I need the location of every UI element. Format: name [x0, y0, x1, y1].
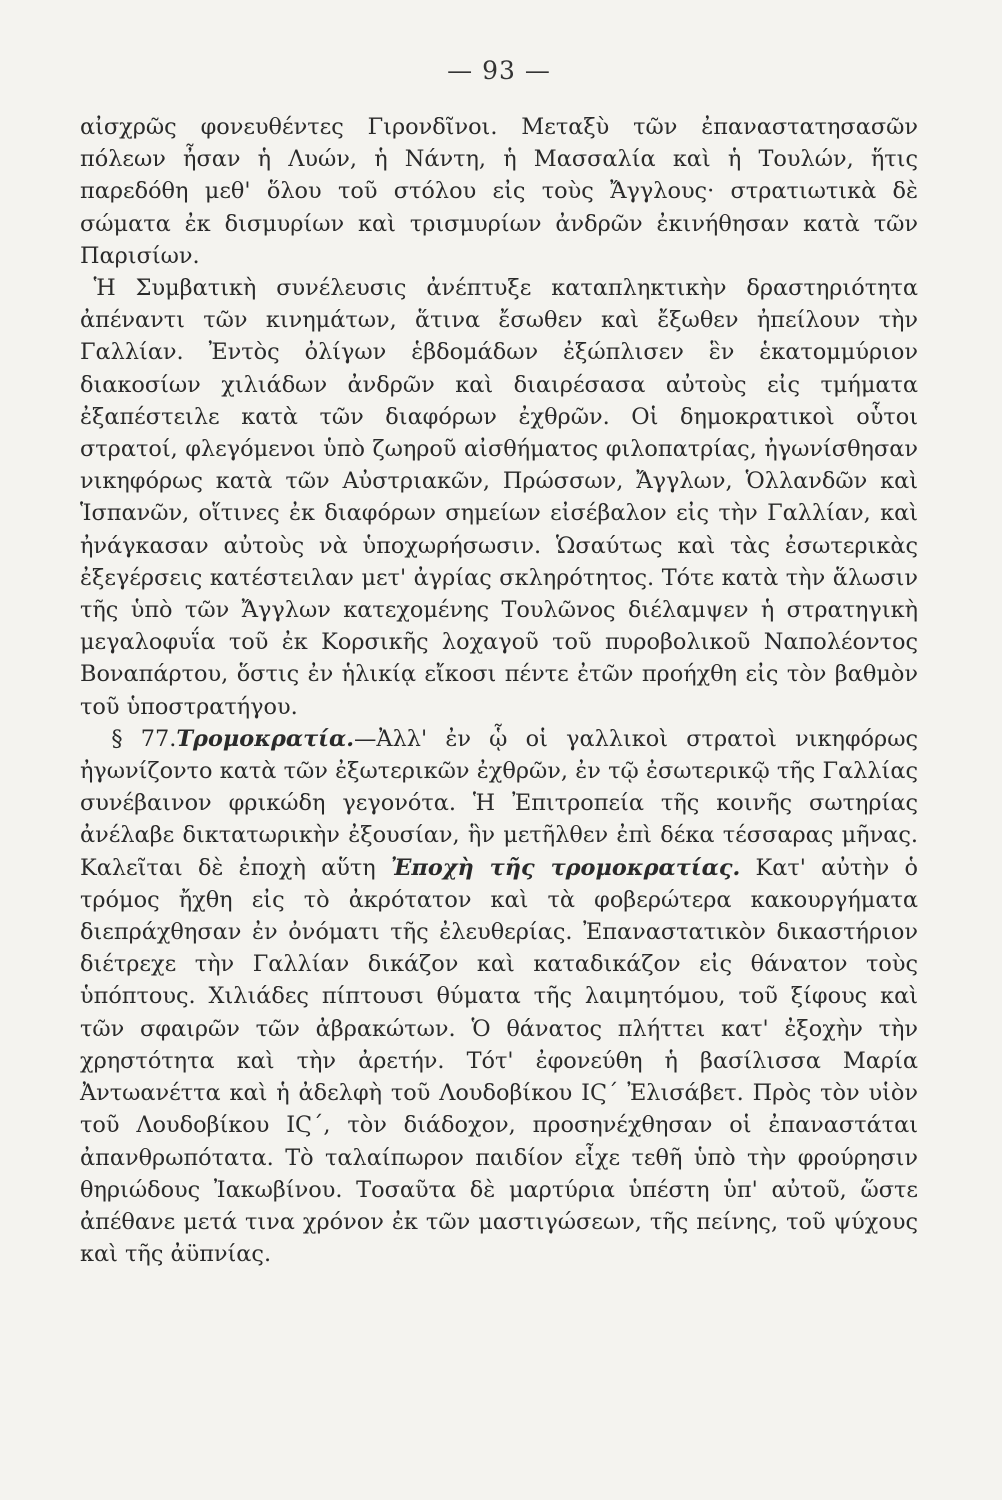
paragraph-continuation: αἰσχρῶς φονευθέντες Γιρονδῖνοι. Μεταξὺ τῶν ἐπαναστατησασῶν πόλεων ἦσαν ἡ Λυών, ἡ Νάντη, ἡ Μασσαλία καὶ ἡ Τουλών, ἥτις παρεδόθη μεθ' ὅλου τοῦ στόλου εἰς τοὺς Ἄγγλους· στρατιωτικὰ δὲ σώματα ἐκ δισμυρίων καὶ τρισμυρίων ἀνδρῶν ἐκινήθησαν κατὰ τῶν Παρισίων.: [80, 114, 918, 269]
section-77-paragraph: [80, 723, 918, 1270]
section-text-part-2: Κατ' αὐτὴν ὁ τρόμος ἤχθη εἰς τὸ ἀκρότατον καὶ τὰ φοβερώτερα κακουργήματα διεπράχθησαν ἐν ὀνόματι τῆς ἐλευθερίας. Ἐπαναστατικὸν δικαστήριον διέτρεχε τὴν Γαλλίαν δικάζον καὶ καταδικάζον εἰς θάνατον τοὺς ὑπόπτους. Χιλιάδες πίπτουσι θύματα τῆς λαιμητόμου, τοῦ ξίφους καὶ τῶν σφαιρῶν τῶν ἀβρακώτων. Ὁ θάνατος πλήττει κατ' ἐξοχὴν τὴν χρηστότητα καὶ τὴν ἀρετήν. Τότ' ἐφονεύθη ἡ βασίλισσα Μαρία Ἀντωανέττα καὶ ἡ ἀδελφὴ τοῦ Λουδοβίκου ΙϚ΄ Ἐλισάβετ. Πρὸς τὸν υἱὸν τοῦ Λουδοβίκου ΙϚ΄, τὸν διάδοχον, προσηνέχθησαν οἱ ἐπαναστάται ἀπανθρωπότατα. Τὸ ταλαίπωρον παιδίον εἶχε τεθῆ ὑπὸ τὴν φρούρησιν θηριώδους Ἰακωβίνου. Τοσαῦτα δὲ μαρτύρια ὑπέστη ὑπ' αὐτοῦ, ὥστε ἀπέθανε μετά τινα χρόνον ἐκ τῶν μαστιγώσεων, τῆς πείνης, τοῦ ψύχους καὶ τῆς ἀϋπνίας.: [80, 854, 918, 1268]
section-number: § 77.: [111, 725, 177, 752]
page-number: — 93 —: [447, 56, 551, 85]
section-title: Τρομοκρατία.: [176, 725, 355, 752]
section-emphasis: Ἐποχὴ τῆς τρομοκρατίας.: [390, 854, 741, 881]
paragraph-convention: Ἡ Συμβατικὴ συνέλευσις ἀνέπτυξε καταπληκτικὴν δραστηριότητα ἀπέναντι τῶν κινημάτων, ἅτινα ἔσωθεν καὶ ἔξωθεν ἠπείλουν τὴν Γαλλίαν. Ἐντὸς ὀλίγων ἑβδομάδων ἐξώπλισεν ἓν ἑκατομμύριον διακοσίων χιλιάδων ἀνδρῶν καὶ διαιρέσασα αὐτοὺς εἰς τμήματα ἐξαπέστειλε κατὰ τῶν διαφόρων ἐχθρῶν. Οἱ δημοκρατικοὶ οὗτοι στρατοί, φλεγόμενοι ὑπὸ ζωηροῦ αἰσθήματος φιλοπατρίας, ἠγωνίσθησαν νικηφόρως κατὰ τῶν Αὐστριακῶν, Πρώσσων, Ἄγγλων, Ὁλλανδῶν καὶ Ἱσπανῶν, οἵτινες ἐκ διαφόρων σημείων εἰσέβαλον εἰς τὴν Γαλλίαν, καὶ ἠνάγκασαν αὐτοὺς νὰ ὑποχωρήσωσιν. Ὡσαύτως καὶ τὰς ἐσωτερικὰς ἐξεγέρσεις κατέστειλαν μετ' ἀγρίας σκληρότητος. Τότε κατὰ τὴν ἅλωσιν τῆς ὑπὸ τῶν Ἄγγλων κατεχομένης Τουλῶνος διέλαμψεν ἡ στρατηγικὴ μεγαλοφυΐα τοῦ ἐκ Κορσικῆς λοχαγοῦ τοῦ πυροβολικοῦ Ναπολέοντος Βοναπάρτου, ὅστις ἐν ἡλικίᾳ εἴκοσι πέντε ἐτῶν προήχθη εἰς τὸν βαθμὸν τοῦ ὑποστρατήγου.: [80, 275, 918, 720]
section-text-part-1: —Ἀλλ' ἐν ᾧ οἱ γαλλικοὶ στρατοὶ νικηφόρως ἠγωνίζοντο κατὰ τῶν ἐξωτερικῶν ἐχθρῶν, ἐν τῷ ἐσωτερικῷ τῆς Γαλλίας συνέβαινον φρικώδη γεγονότα. Ἡ Ἐπιτροπεία τῆς κοινῆς σωτηρίας ἀνέλαβε δικτατωρικὴν ἐξουσίαν, ἣν μετῆλθεν ἐπὶ δέκα τέσσαρας μῆνας. Καλεῖται δὲ ἐποχὴ αὕτη: [80, 725, 919, 881]
